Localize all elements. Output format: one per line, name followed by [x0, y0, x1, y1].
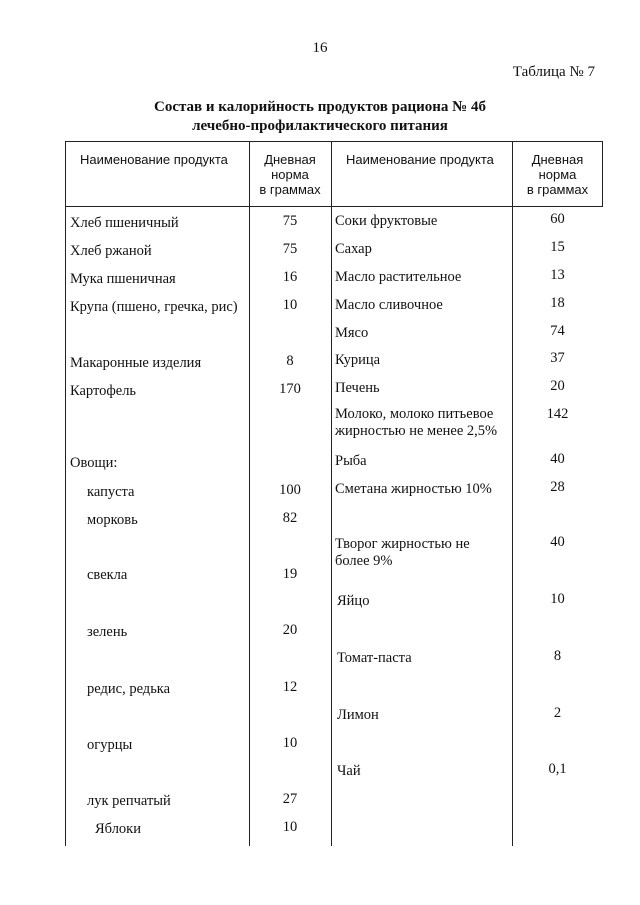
left-row-value: 10: [282, 297, 298, 313]
right-row-value: 18: [550, 295, 565, 311]
right-row-name: Сахар: [335, 241, 372, 257]
right-row-name: Томат-паста: [337, 650, 412, 666]
table-label: Таблица № 7: [512, 64, 595, 80]
border-left: [65, 141, 66, 846]
table-top-border: [65, 141, 603, 142]
right-row-name: Рыба: [335, 453, 367, 469]
left-row-name: Овощи:: [70, 455, 118, 471]
left-row-name: морковь: [87, 512, 138, 528]
right-row-value: 13: [550, 267, 565, 283]
table-title: [0, 98, 640, 136]
right-row-name: Лимон: [337, 707, 379, 723]
right-row-value: 28: [550, 479, 565, 495]
right-row-value: 20: [550, 378, 565, 394]
border-col-2: [331, 141, 332, 846]
left-row-value: 75: [282, 241, 298, 257]
left-row-name: свекла: [87, 567, 128, 583]
right-row-name: Масло растительное: [335, 269, 462, 285]
page-number: 16: [312, 40, 328, 56]
left-row-name: Крупа (пшено, гречка, рис): [70, 299, 238, 315]
left-row-name: Картофель: [70, 383, 137, 399]
left-row-name: зелень: [87, 624, 128, 640]
right-row-value: 0,1: [548, 761, 567, 777]
right-row-value: 142: [546, 406, 569, 422]
right-row-name: Курица: [335, 352, 381, 368]
left-row-name: лук репчатый: [87, 793, 171, 809]
left-row-name: огурцы: [87, 737, 133, 753]
right-row-value: 37: [550, 350, 565, 366]
right-row-value: 40: [550, 451, 565, 467]
left-row-value: 16: [282, 269, 298, 285]
right-row-name: Масло сливочное: [335, 297, 443, 313]
left-row-name: Мука пшеничная: [70, 271, 176, 287]
right-row-value: 74: [550, 323, 565, 339]
left-row-value: 10: [282, 819, 298, 835]
left-row-name: Хлеб пшеничный: [70, 215, 179, 231]
left-row-value: 82: [282, 510, 298, 526]
left-row-value: 75: [282, 213, 298, 229]
title-line-2: лечебно-профилактического питания: [192, 118, 448, 134]
right-row-name: Молоко, молоко питьевое жирностью не менее 2,5%: [335, 406, 498, 439]
left-row-value: 20: [282, 622, 298, 638]
right-row-value: 2: [553, 705, 562, 721]
right-row-value: 15: [550, 239, 565, 255]
left-row-value: 100: [279, 482, 301, 498]
right-row-value: 60: [550, 211, 565, 227]
right-row-name: Чай: [337, 763, 361, 779]
header-product-left: Наименование продукта: [80, 152, 228, 167]
left-row-value: 170: [279, 381, 301, 397]
right-row-name: Творог жирностью не более 9%: [335, 536, 470, 569]
left-row-value: 27: [282, 791, 298, 807]
header-product-right: Наименование продукта: [346, 152, 494, 167]
right-row-name: Сметана жирностью 10%: [335, 481, 492, 497]
left-row-value: 10: [282, 735, 298, 751]
left-row-name: Макаронные изделия: [70, 355, 202, 371]
left-row-name: капуста: [87, 484, 135, 500]
header-bottom-border: [65, 206, 603, 207]
title-line-1: Состав и калорийность продуктов рациона № 4б: [154, 99, 486, 115]
left-row-value: 19: [282, 566, 298, 582]
left-row-name: редис, редька: [87, 681, 171, 697]
right-row-name: Соки фруктовые: [335, 213, 438, 229]
left-row-value: 8: [286, 353, 294, 369]
header-norm-left: Дневная норма в граммах: [259, 152, 321, 197]
border-right: [602, 141, 603, 207]
header-norm-right: Дневная норма в граммах: [526, 152, 589, 197]
right-row-name: Мясо: [335, 325, 369, 341]
right-row-value: 40: [550, 534, 565, 550]
left-row-value: 12: [282, 679, 298, 695]
right-row-name: Яйцо: [337, 593, 370, 609]
right-row-value: 10: [550, 591, 565, 607]
left-row-name: Яблоки: [95, 821, 141, 837]
left-row-name: Хлеб ржаной: [70, 243, 152, 259]
right-row-name: Печень: [335, 380, 380, 396]
right-row-value: 8: [553, 648, 562, 664]
